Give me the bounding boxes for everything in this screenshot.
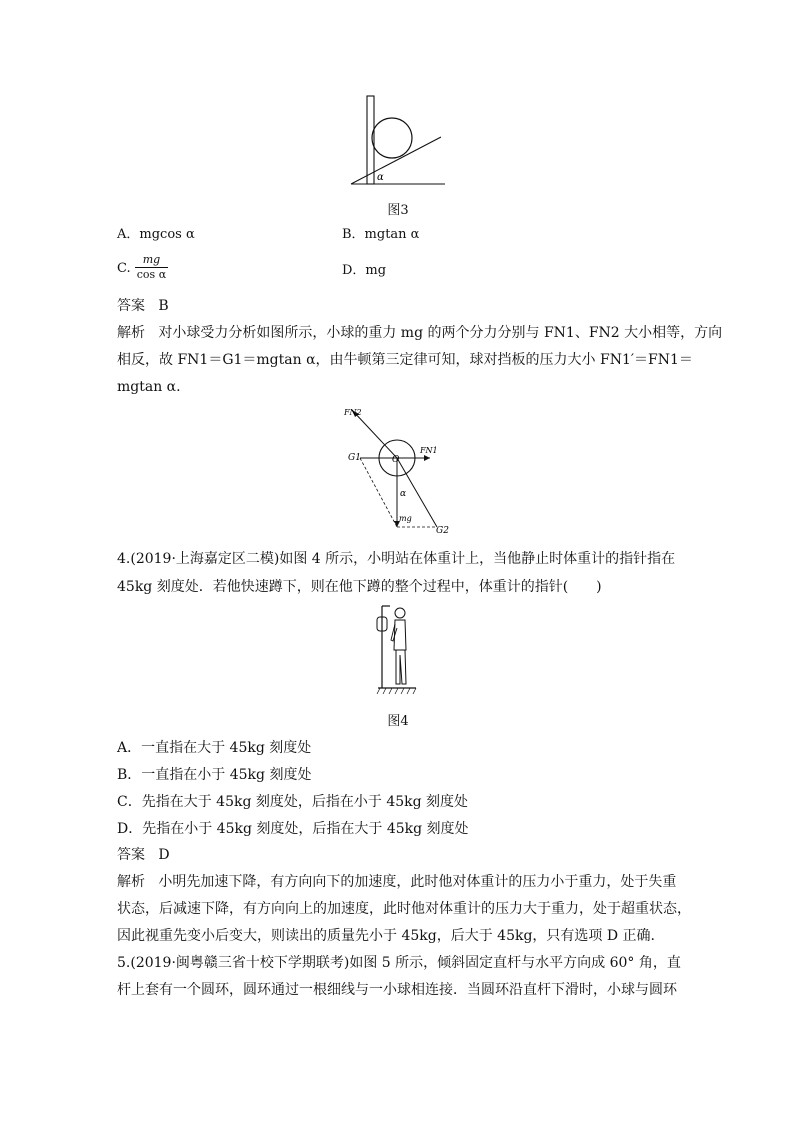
q3-option-a: A．mgcos α xyxy=(117,227,195,242)
force-diagram xyxy=(340,405,455,535)
q4-option-d: D．先指在小于 45kg 刻度处，后指在大于 45kg 刻度处 xyxy=(117,821,469,837)
figure3-angle-label: α xyxy=(377,172,384,183)
q3-answer-label: 答案 xyxy=(117,298,145,314)
q3-answer xyxy=(117,296,169,316)
q4-analysis-text1: 小明先加速下降，有方向向下的加速度，此时他对体重计的压力小于重力，处于失重 xyxy=(158,874,677,890)
q3-analysis-line1 xyxy=(117,323,722,343)
q4-line1: 4.(2019·上海嘉定区二模)如图 4 所示，小明站在体重计上，当他静止时体重计的指针指在 xyxy=(117,551,676,567)
q3-answer-value: B xyxy=(158,298,169,314)
label-fn2: FN2 xyxy=(344,408,362,417)
q3-option-d: D．mg xyxy=(342,263,387,278)
label-g2: G2 xyxy=(436,526,449,535)
q4-option-a: A．一直指在大于 45kg 刻度处 xyxy=(117,740,312,756)
q3-analysis-label: 解析 xyxy=(117,325,145,341)
label-o: O xyxy=(392,455,400,465)
q3-analysis-text1: 对小球受力分析如图所示，小球的重力 mg 的两个分力分别与 FN1、FN2 大小相等，方向 xyxy=(158,325,723,341)
q4-option-c: C．先指在大于 45kg 刻度处，后指在小于 45kg 刻度处 xyxy=(117,794,469,810)
q5-line1: 5.(2019·闽粤赣三省十校下学期联考)如图 5 所示，倾斜固定直杆与水平方向成 60° 角，直 xyxy=(117,955,681,971)
q4-analysis-line2: 状态，后减速下降，有方向向上的加速度，此时他对体重计的压力大于重力，处于超重状态， xyxy=(117,901,691,917)
q4-analysis-label: 解析 xyxy=(117,874,145,890)
figure3-diagram xyxy=(345,92,450,192)
q4-analysis-line1 xyxy=(117,872,676,892)
label-g1: G1 xyxy=(348,453,361,463)
figure4-diagram xyxy=(372,600,422,700)
q3-analysis-line2: 相反，故 FN1＝G1＝mgtan α，由牛顿第三定律可知，球对挡板的压力大小 FN1′＝FN1＝ xyxy=(117,352,693,368)
q3-option-c-numerator: mg xyxy=(135,253,168,268)
q4-answer xyxy=(117,845,170,865)
q3-analysis-line3: mgtan α. xyxy=(117,379,181,395)
q4-analysis-line3: 因此视重先变小后变大，则读出的质量先小于 45kg，后大于 45kg，只有选项 D 正确. xyxy=(117,928,655,944)
q4-answer-label: 答案 xyxy=(117,847,145,863)
q3-option-c xyxy=(117,253,168,282)
q4-line2: 45kg 刻度处．若他快速蹲下，则在他下蹲的整个过程中，体重计的指针( ) xyxy=(117,579,602,595)
figure3-caption: 图3 xyxy=(387,203,409,218)
q4-answer-value: D xyxy=(158,847,170,863)
q5-line2: 杆上套有一个圆环，圆环通过一根细线与一小球相连接．当圆环沿直杆下滑时，小球与圆环 xyxy=(117,982,677,998)
label-fn1: FN1 xyxy=(420,446,438,455)
q3-option-c-prefix: C. xyxy=(117,261,131,276)
q4-option-b: B．一直指在小于 45kg 刻度处 xyxy=(117,767,312,783)
label-mg: mg xyxy=(399,514,412,523)
label-alpha: α xyxy=(400,489,407,499)
q3-option-b: B．mgtan α xyxy=(342,227,420,242)
q3-option-c-denominator: cos α xyxy=(136,268,167,281)
figure4-caption: 图4 xyxy=(387,714,409,729)
